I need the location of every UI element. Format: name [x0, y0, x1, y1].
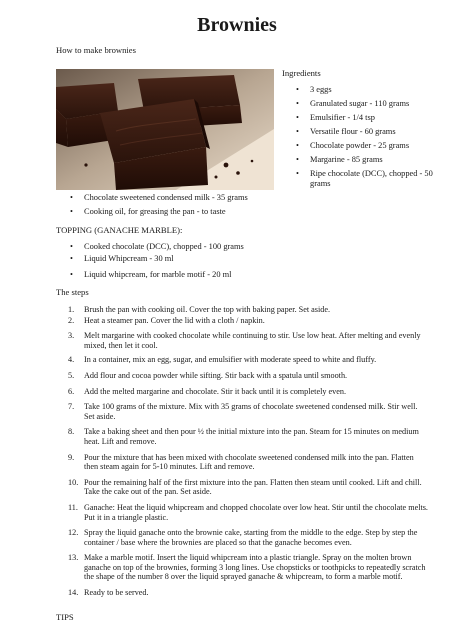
- intro-text: How to make brownies: [56, 45, 136, 55]
- list-item: • Margarine - 85 grams: [282, 155, 442, 165]
- list-item: • Chocolate powder - 25 grams: [282, 141, 442, 151]
- step-item: 14. Ready to be served.: [68, 588, 149, 598]
- page-title: Brownies: [197, 14, 277, 36]
- step-text: Make a marble motif. Insert the liquid whipcream into a plastic triangle. Spray on the molten brown ganache on top of the brownies, forming 3 long lines. Use chopsticks or toothpicks to repeatedly scratch the shape of the number 8 over the liquid sprayed ganache & whipcream, to form a marble motif.: [84, 553, 426, 582]
- list-item: • Versatile flour - 60 grams: [282, 127, 442, 137]
- step-text: Spray the liquid ganache onto the brownie cake, starting from the middle to the edge. Step by step the container / base where the brownies are placed so that the ganache becomes even.: [84, 528, 418, 547]
- step-text: Add the melted margarine and chocolate. Stir it back until it is completely even.: [84, 386, 346, 396]
- step-item: 4. In a container, mix an egg, sugar, and emulsifier with moderate speed to white and fluffy.: [68, 355, 377, 365]
- step-item: 9. Pour the mixture that has been mixed with chocolate sweetened condensed milk into the pan. Flatten then steam again for 5-10 minutes. Lift and remove.: [68, 452, 414, 472]
- steps-list: [56, 305, 428, 598]
- step-text: Pour the remaining half of the first mixture into the pan. Flatten then steam until cooked. Lift and chill. Take the cake out of the pan. Set aside.: [84, 477, 422, 497]
- step-text: Add flour and cocoa powder while sifting. Stir back with a spatula until smooth.: [84, 370, 348, 380]
- list-item: • Cooking oil, for greasing the pan - to taste: [56, 207, 306, 217]
- list-item: • Liquid Whipcream - 30 ml: [56, 254, 316, 264]
- step-item: 10. Pour the remaining half of the first mixture into the pan. Flatten then steam until cooked. Lift and chill. Take the cake out of the pan. Set aside.: [68, 477, 422, 497]
- step-item: 2. Heat a steamer pan. Cover the lid with a cloth / napkin.: [68, 315, 265, 325]
- tips-heading: TIPS: [56, 612, 74, 622]
- topping-list: [56, 242, 316, 279]
- step-text: Heat a steamer pan. Cover the lid with a cloth / napkin.: [84, 315, 265, 325]
- list-item: • 3 eggs: [282, 85, 442, 95]
- list-item: • Granulated sugar - 110 grams: [282, 99, 442, 109]
- step-item: 7. Take 100 grams of the mixture. Mix with 35 grams of chocolate sweetened condensed milk. Stir well. Set aside.: [68, 402, 418, 421]
- step-text: Take a baking sheet and then pour ½ the initial mixture into the pan. Steam for 15 minutes on medium heat. Lift and remove.: [84, 427, 419, 446]
- step-item: 3. Melt margarine with cooked chocolate while continuing to stir. Use low heat. After melting and evenly mixed, then let it cool.: [68, 331, 421, 350]
- list-item: • Liquid whipcream, for marble motif - 20 ml: [56, 270, 316, 280]
- step-item: 1. Brush the pan with cooking oil. Cover the top with baking paper. Set aside.: [68, 305, 331, 314]
- step-item: 5. Add flour and cocoa powder while sifting. Stir back with a spatula until smooth.: [68, 370, 348, 380]
- list-item: • Cooked chocolate (DCC), chopped - 100 grams: [56, 242, 316, 252]
- topping-heading: TOPPING (GANACHE MARBLE):: [56, 225, 183, 235]
- step-item: 11. Ganache: Heat the liquid whipcream and chopped chocolate over low heat. Stir until the chocolate melts. Put it in a triangle plastic.: [68, 502, 428, 522]
- step-text: Take 100 grams of the mixture. Mix with 35 grams of chocolate sweetened condensed milk. Stir well. Set aside.: [84, 402, 418, 421]
- step-item: 13. Make a marble motif. Insert the liquid whipcream into a plastic triangle. Spray on the molten brown ganache on top of the brownies, forming 3 long lines. Use chopsticks or toothpicks to repeatedly scratch the shape of the number 8 over the liquid sprayed ganache & whipcream, to form a marble motif.: [68, 553, 426, 582]
- brownies-photo: [56, 69, 274, 190]
- step-text: Melt margarine with cooked chocolate while continuing to stir. Use low heat. After melting and evenly mixed, then let it cool.: [84, 331, 421, 350]
- ingredients-heading: Ingredients: [282, 68, 321, 78]
- list-item: • Chocolate sweetened condensed milk - 35 grams: [56, 193, 306, 203]
- list-item: • Ripe chocolate (DCC), chopped - 50 grams: [282, 169, 442, 189]
- step-text: In a container, mix an egg, sugar, and emulsifier with moderate speed to white and fluffy.: [84, 355, 377, 365]
- step-item: 6. Add the melted margarine and chocolate. Stir it back until it is completely even.: [68, 386, 346, 396]
- more-ingredients-list: [56, 193, 306, 222]
- step-text: Ready to be served.: [84, 588, 149, 598]
- steps-heading: The steps: [56, 287, 89, 297]
- step-item: 12. Spray the liquid ganache onto the brownie cake, starting from the middle to the edge. Step by step the container / base where the brownies are placed so that the ganache becomes even.: [68, 528, 418, 547]
- step-item: 8. Take a baking sheet and then pour ½ the initial mixture into the pan. Steam for 15 minutes on medium heat. Lift and remove.: [68, 427, 419, 446]
- ingredients-list: [282, 85, 442, 193]
- list-item: • Emulsifier - 1/4 tsp: [282, 113, 442, 123]
- step-text: Pour the mixture that has been mixed with chocolate sweetened condensed milk into the pan. Flatten then steam again for 5-10 minutes. Lift and remove.: [84, 452, 414, 472]
- step-text: Ganache: Heat the liquid whipcream and chopped chocolate over low heat. Stir until the chocolate melts. Put it in a triangle plastic.: [84, 502, 428, 522]
- step-text: Brush the pan with cooking oil. Cover the top with baking paper. Set aside.: [84, 305, 331, 314]
